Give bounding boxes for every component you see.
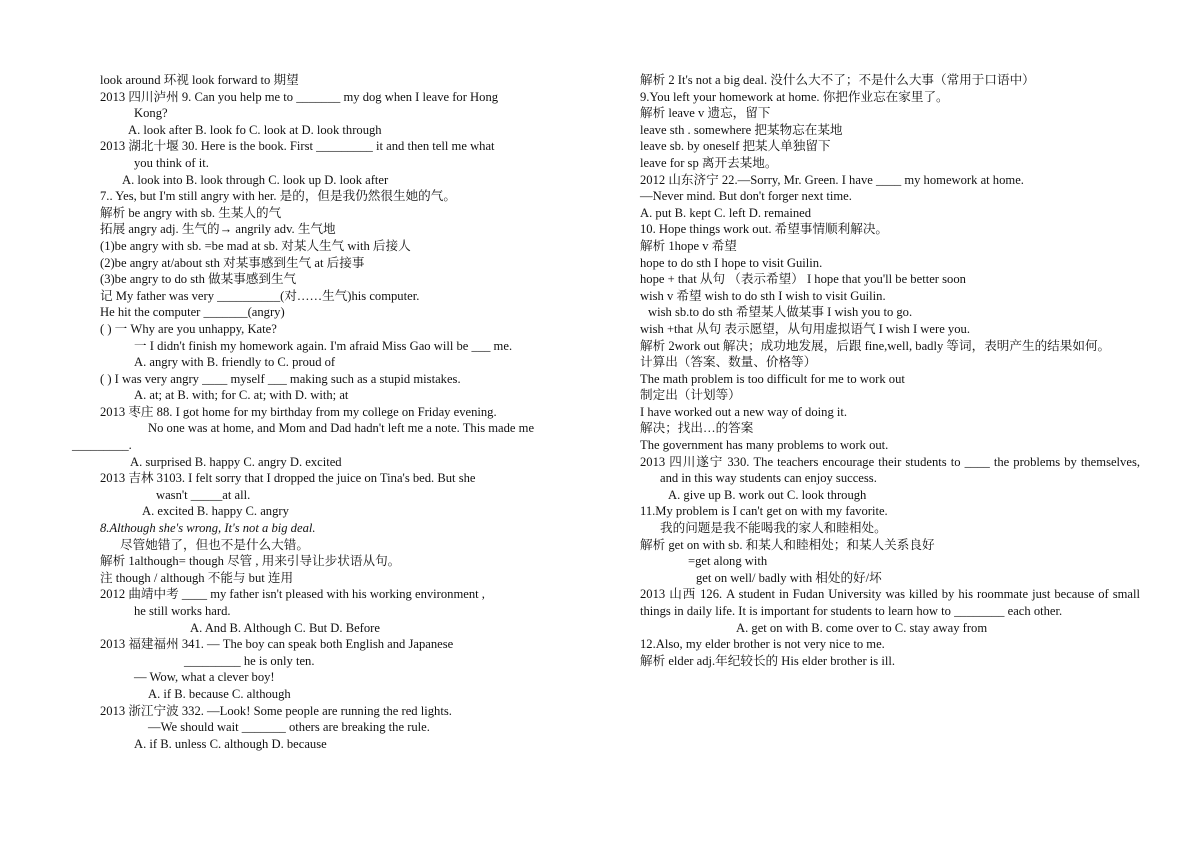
- answer-options: A. give up B. work out C. look through: [668, 487, 867, 502]
- answer-options: A. if B. unless C. although D. because: [134, 736, 327, 751]
- answer-options: A. if B. because C. although: [148, 686, 291, 701]
- text-line: 拓展 angry adj. 生气的→ angrily adv. 生气地: [100, 222, 336, 237]
- text-line: 2013 四川泸州 9. Can you help me to _______ my dog when I leave for Hong: [100, 89, 499, 104]
- answer-options: A. get on with B. come over to C. stay away from: [736, 620, 988, 635]
- text-line: (2)be angry at/about sth 对某事感到生气 at 后接事: [100, 255, 365, 270]
- text-line: 注 though / although 不能与 but 连用: [100, 570, 294, 585]
- text-line: 2012 山东济宁 22.—Sorry, Mr. Green. I have ____ my homework at home.: [640, 172, 1024, 187]
- text-paragraph: 2013 山西 126. A student in Fudan University was killed by his roommate just because of small things in daily life. It is important for students to learn how to ________ each other.: [640, 587, 1140, 618]
- text-line: 2013 吉林 3103. I felt sorry that I dropped the juice on Tina's bed. But she: [100, 471, 476, 486]
- answer-options: A. surprised B. happy C. angry D. excited: [130, 454, 342, 469]
- text-line: 解析 be angry with sb. 生某人的气: [100, 205, 282, 220]
- text-line: The math problem is too difficult for me to work out: [640, 371, 905, 386]
- text-line: hope + that 从句 （表示希望） I hope that you'll be better soon: [640, 272, 966, 287]
- answer-options: A. And B. Although C. But D. Before: [190, 620, 380, 635]
- text-line: 制定出（计划等）: [640, 388, 741, 403]
- text-line: I have worked out a new way of doing it.: [640, 404, 848, 419]
- text-line: 解析 elder adj.年纪较长的 His elder brother is ill.: [640, 653, 895, 668]
- text-line: He hit the computer _______(angry): [100, 305, 285, 320]
- text-line: wish sb.to do sth 希望某人做某事 I wish you to go.: [648, 305, 913, 320]
- text-paragraph: 解析 2work out 解决；成功地发展，后跟 fine,well, badly 等词，表明产生的结果如何。: [640, 338, 1111, 353]
- text-line: leave for sp 离开去某地。: [640, 155, 778, 170]
- text-line: 2012 曲靖中考 ____ my father isn't pleased with his working environment ,: [100, 587, 485, 602]
- text-line: wish v 希望 wish to do sth I wish to visit Guilin.: [640, 288, 886, 303]
- text-paragraph: 2013 四川遂宁 330. The teachers encourage their students to ____ the problems by themselves, and in this way students can enjoy success.: [640, 454, 1140, 486]
- text-line: 2013 福建福州 341. — The boy can speak both English and Japanese: [100, 637, 454, 652]
- right-column: [640, 72, 1140, 669]
- text-line: 2013 浙江宁波 332. —Look! Some people are running the red lights.: [100, 703, 452, 718]
- answer-options: A. at; at B. with; for C. at; with D. with; at: [134, 388, 349, 403]
- text-line: leave sb. by oneself 把某人单独留下: [640, 139, 831, 154]
- text-line: 一 I didn't finish my homework again. I'm afraid Miss Gao will be ___ me.: [134, 338, 513, 353]
- answer-options: A. look after B. look fo C. look at D. look through: [128, 122, 382, 137]
- left-column: [72, 72, 592, 752]
- text-line: (3)be angry to do sth 做某事感到生气: [100, 272, 297, 287]
- text-line: — Wow, what a clever boy!: [134, 670, 275, 685]
- text-line: 解析 1although= though 尽管 , 用来引导让步状语从句。: [100, 554, 401, 569]
- sentence-heading: 9.You left your homework at home. 你把作业忘在家里了。: [640, 89, 949, 104]
- text-line: 解析 leave v 遗忘，留下: [640, 106, 771, 121]
- text-line: 我的问题是我不能喝我的家人和睦相处。: [660, 521, 887, 536]
- text-line: The government has many problems to work out.: [640, 438, 889, 453]
- text-line: 2013 枣庄 88. I got home for my birthday from my college on Friday evening.: [100, 404, 497, 419]
- text-line: 记 My father was very __________(对……生气)his computer.: [100, 288, 420, 303]
- text-line: —We should wait _______ others are breaking the rule.: [148, 720, 430, 735]
- text-line: ( ) 一 Why are you unhappy, Kate?: [100, 321, 277, 336]
- text-line: wasn't _____at all.: [156, 487, 251, 502]
- text-line: ( ) I was very angry ____ myself ___ making such as a stupid mistakes.: [100, 371, 461, 386]
- text-line: —Never mind. But don't forger next time.: [640, 189, 852, 204]
- text-line: 解析 get on with sb. 和某人和睦相处；和某人关系良好: [640, 537, 935, 552]
- text-line: No one was at home, and Mom and Dad hadn't left me a note. This made me: [148, 421, 535, 436]
- text-line: you think of it.: [134, 155, 209, 170]
- text-line: 解析 1hope v 希望: [640, 238, 737, 253]
- sentence-heading: 8.Although she's wrong, It's not a big deal.: [100, 521, 316, 536]
- text-line: 解析 2 It's not a big deal. 没什么大不了；不是什么大事（常用于口语中）: [640, 73, 1035, 87]
- text-line: (1)be angry with sb. =be mad at sb. 对某人生气 with 后接人: [100, 238, 411, 253]
- text-line: _________.: [72, 438, 132, 453]
- answer-options: A. look into B. look through C. look up D. look after: [122, 172, 389, 187]
- text-line: 尽管她错了，但也不是什么大错。: [120, 537, 309, 552]
- text-line: get on well/ badly with 相处的好/坏: [696, 570, 882, 585]
- text-line: wish +that 从句 表示愿望，从句用虚拟语气 I wish I were you.: [640, 321, 970, 336]
- text-line: leave sth . somewhere 把某物忘在某地: [640, 122, 843, 137]
- sentence-heading: 12.Also, my elder brother is not very nice to me.: [640, 637, 885, 652]
- text-line: 2013 湖北十堰 30. Here is the book. First _________ it and then tell me what: [100, 139, 495, 154]
- answer-options: A. angry with B. friendly to C. proud of: [134, 355, 336, 370]
- text-line: 解决；找出…的答案: [640, 421, 754, 436]
- sentence-heading: 11.My problem is I can't get on with my favorite.: [640, 504, 888, 519]
- text-line: he still works hard.: [134, 604, 231, 618]
- text-line: hope to do sth I hope to visit Guilin.: [640, 255, 823, 270]
- answer-options: A. excited B. happy C. angry: [142, 504, 289, 519]
- sentence-heading: 7.. Yes, but I'm still angry with her. 是的，但是我仍然很生她的气。: [100, 189, 456, 204]
- text-line: look around 环视 look forward to 期望: [100, 73, 299, 87]
- sentence-heading: 10. Hope things work out. 希望事情顺利解决。: [640, 222, 889, 237]
- text-line: 计算出（答案、数量、价格等）: [640, 355, 817, 370]
- text-line: =get along with: [688, 554, 768, 569]
- text-line: Kong?: [134, 106, 168, 121]
- answer-options: A. put B. kept C. left D. remained: [640, 205, 812, 220]
- text-line: _________ he is only ten.: [184, 653, 315, 668]
